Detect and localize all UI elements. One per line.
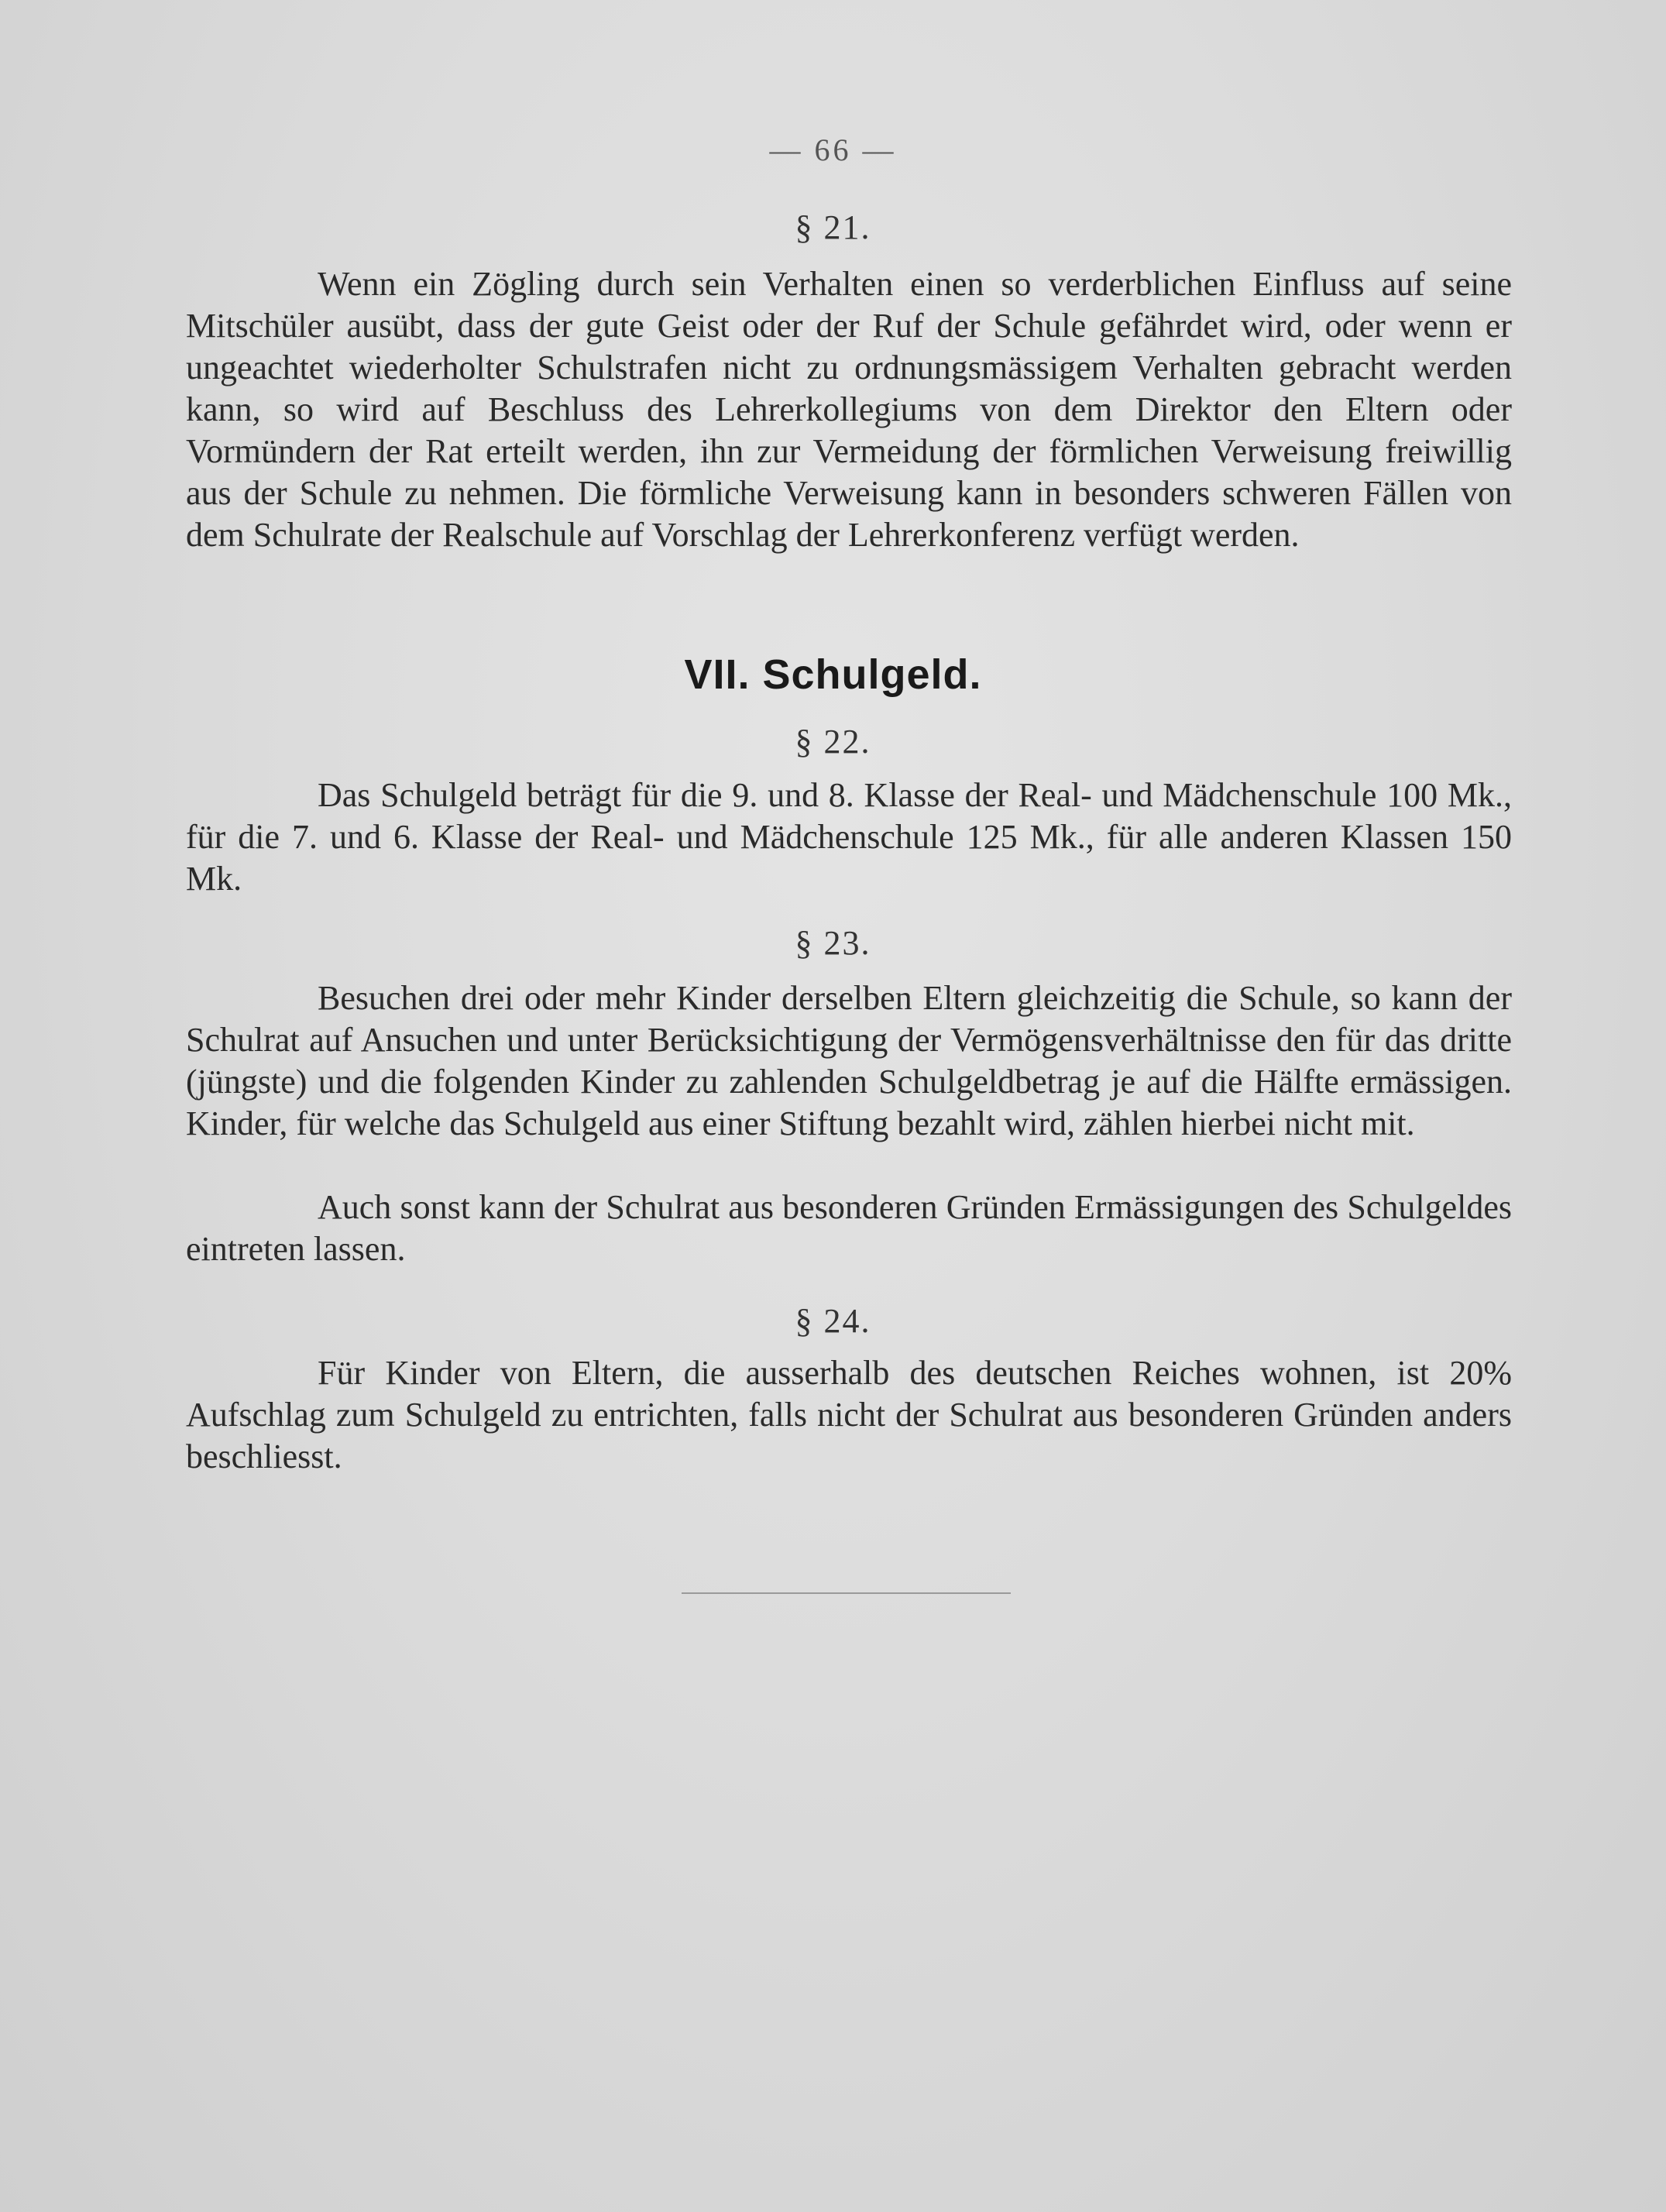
section-24-paragraph: Für Kinder von Eltern, die ausserhalb des deutschen Reiches wohnen, ist 20% Aufschlag zum Schulgeld zu entrichten, falls nicht der Schulrat aus besonderen Gründen anders beschliesst. [186, 1354, 1512, 1475]
section-22-heading: § 22. [795, 723, 871, 761]
section-23-paragraph-1: Besuchen drei oder mehr Kinder derselben Eltern gleichzeitig die Schule, so kann der Schulrat auf Ansuchen und unter Berücksichtigung der Vermögensverhältnisse den für das dritte (jüngste) und die folgenden Kinder zu zahlenden Schulgeldbetrag je auf die Hälfte ermässigen. Kinder, für welche das Schulgeld aus einer Stiftung bezahlt wird, zählen hierbei nicht mit. [186, 979, 1512, 1142]
section-21-heading: § 21. [795, 208, 871, 246]
chapter-title: VII. Schulgeld. [684, 651, 982, 698]
section-23-paragraph-2: Auch sonst kann der Schulrat aus besonderen Gründen Ermässigungen des Schulgeldes eintreten lassen. [186, 1188, 1512, 1268]
section-21-paragraph: Wenn ein Zögling durch sein Verhalten einen so verderblichen Einfluss auf seine Mitschüler ausübt, dass der gute Geist oder der Ruf der Schule gefährdet wird, oder wenn er ungeachtet wiederholter Schulstrafen nicht zu ordnungsmässigem Verhalten gebracht werden kann, so wird auf Beschluss des Lehrerkollegiums von dem Direktor den Eltern oder Vormündern der Rat erteilt werden, ihn zur Vermeidung der förmlichen Verweisung freiwillig aus der Schule zu nehmen. Die förmliche Verweisung kann in besonders schweren Fällen von dem Schulrate der Realschule auf Vorschlag der Lehrerkonferenz verfügt werden. [186, 265, 1512, 554]
closing-rule [682, 1592, 1011, 1594]
section-24-heading: § 24. [795, 1302, 871, 1340]
section-23-heading: § 23. [795, 924, 871, 962]
section-22-paragraph: Das Schulgeld beträgt für die 9. und 8. Klasse der Real- und Mädchenschule 100 Mk., für die 7. und 6. Klasse der Real- und Mädchenschule 125 Mk., für alle anderen Klassen 150 Mk. [186, 776, 1512, 898]
page-number: — 66 — [769, 132, 897, 167]
